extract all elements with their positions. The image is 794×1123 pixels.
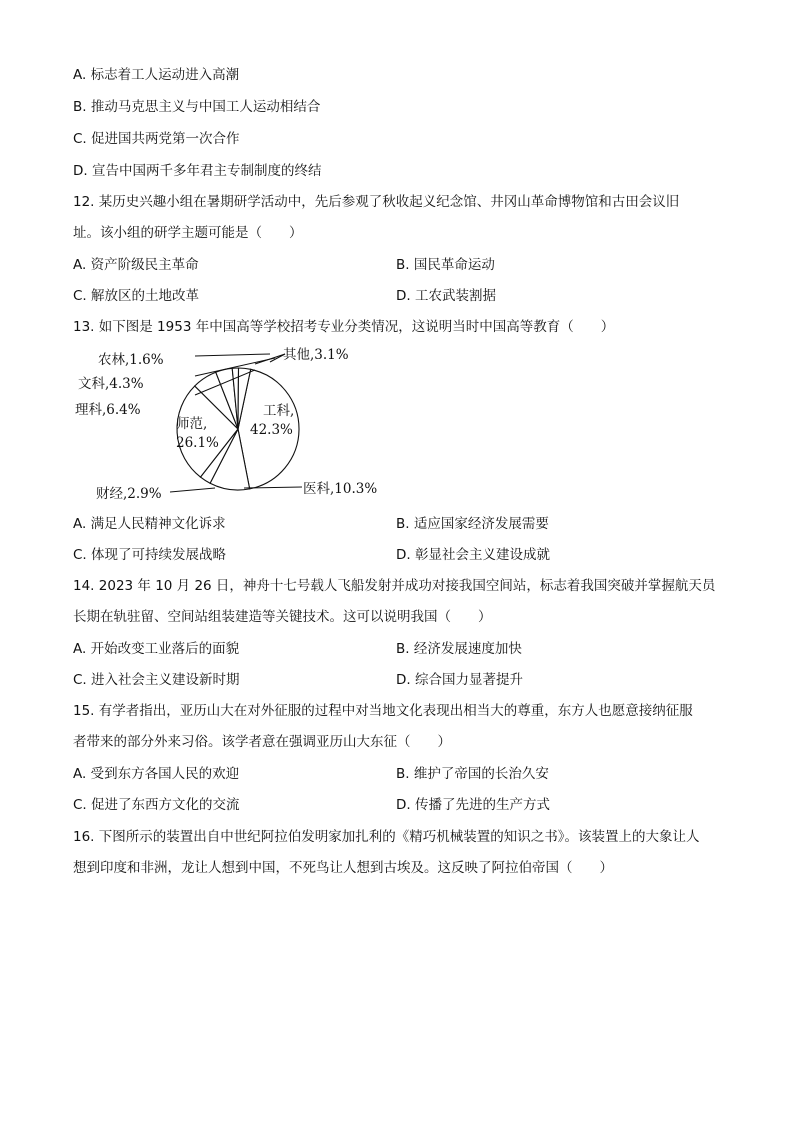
q12-option-a: A. 资产阶级民主革命 bbox=[73, 257, 199, 273]
q14-option-b: B. 经济发展速度加快 bbox=[396, 641, 522, 657]
q15-stem-line1: 15. 有学者指出，亚历山大在对外征服的过程中对当地文化表现出相当大的尊重，东方人也愿意接纳征服 bbox=[73, 703, 693, 719]
q14-option-c: C. 进入社会主义建设新时期 bbox=[73, 672, 240, 688]
q12-option-c: C. 解放区的土地改革 bbox=[73, 288, 200, 304]
label-normal-2: 26.1% bbox=[176, 435, 219, 451]
leader-line-finance bbox=[170, 488, 215, 492]
q15-option-d: D. 传播了先进的生产方式 bbox=[396, 797, 550, 813]
q13-option-c: C. 体现了可持续发展战略 bbox=[73, 547, 227, 563]
q12-option-d: D. 工农武装割据 bbox=[396, 288, 496, 304]
q11-option-d: D. 宣告中国两千多年君主专制制度的终结 bbox=[73, 163, 322, 179]
label-normal-1: 师范, bbox=[176, 416, 208, 432]
label-engineering-1: 工科, bbox=[263, 403, 295, 419]
q14-stem-line1: 14. 2023 年 10 月 26 日，神舟十七号载人飞船发射并成功对接我国空间站，标志着我国突破并掌握航天员 bbox=[73, 578, 716, 594]
label-arts: 文科,4.3% bbox=[78, 376, 144, 392]
label-other: 其他,3.1% bbox=[283, 347, 349, 363]
q12-option-b: B. 国民革命运动 bbox=[396, 257, 495, 273]
q11-option-a: A. 标志着工人运动进入高潮 bbox=[73, 67, 240, 83]
q15-stem-line2: 者带来的部分外来习俗。该学者意在强调亚历山大东征（ ） bbox=[73, 734, 451, 750]
q11-option-c: C. 促进国共两党第一次合作 bbox=[73, 131, 240, 147]
q15-option-a: A. 受到东方各国人民的欢迎 bbox=[73, 766, 240, 782]
q16-stem-line2: 想到印度和非洲，龙让人想到中国，不死鸟让人想到古埃及。这反映了阿拉伯帝国（ ） bbox=[73, 860, 613, 876]
q12-stem-line2: 址。该小组的研学主题可能是（ ） bbox=[73, 225, 303, 241]
q16-stem-line1: 16. 下图所示的装置出自中世纪阿拉伯发明家加扎利的《精巧机械装置的知识之书》。该装置上的大象让人 bbox=[73, 829, 700, 845]
label-finance: 财经,2.9% bbox=[96, 486, 162, 502]
q13-option-d: D. 彰显社会主义建设成就 bbox=[396, 547, 550, 563]
q13-option-a: A. 满足人民精神文化诉求 bbox=[73, 516, 226, 532]
q13-option-b: B. 适应国家经济发展需要 bbox=[396, 516, 549, 532]
leader-line-agri bbox=[195, 354, 270, 356]
q15-option-c: C. 促进了东西方文化的交流 bbox=[73, 797, 240, 813]
q11-option-b: B. 推动马克思主义与中国工人运动相结合 bbox=[73, 99, 321, 115]
leader-line-other-b bbox=[255, 354, 285, 364]
pie-chart bbox=[70, 342, 400, 504]
label-science: 理科,6.4% bbox=[75, 402, 141, 418]
label-engineering-2: 42.3% bbox=[250, 422, 293, 438]
q14-option-a: A. 开始改变工业落后的面貌 bbox=[73, 641, 240, 657]
q15-option-b: B. 维护了帝国的长治久安 bbox=[396, 766, 549, 782]
q13-stem-line1: 13. 如下图是 1953 年中国高等学校招考专业分类情况，这说明当时中国高等教育（ ） bbox=[73, 319, 615, 335]
q14-stem-line2: 长期在轨驻留、空间站组装建造等关键技术。这可以说明我国（ ） bbox=[73, 609, 492, 625]
q12-stem-line1: 12. 某历史兴趣小组在暑期研学活动中，先后参观了秋收起义纪念馆、井冈山革命博物馆和古田会议旧 bbox=[73, 194, 680, 210]
q14-option-d: D. 综合国力显著提升 bbox=[396, 672, 523, 688]
label-agri: 农林,1.6% bbox=[98, 352, 164, 368]
label-medicine: 医科,10.3% bbox=[303, 481, 378, 497]
